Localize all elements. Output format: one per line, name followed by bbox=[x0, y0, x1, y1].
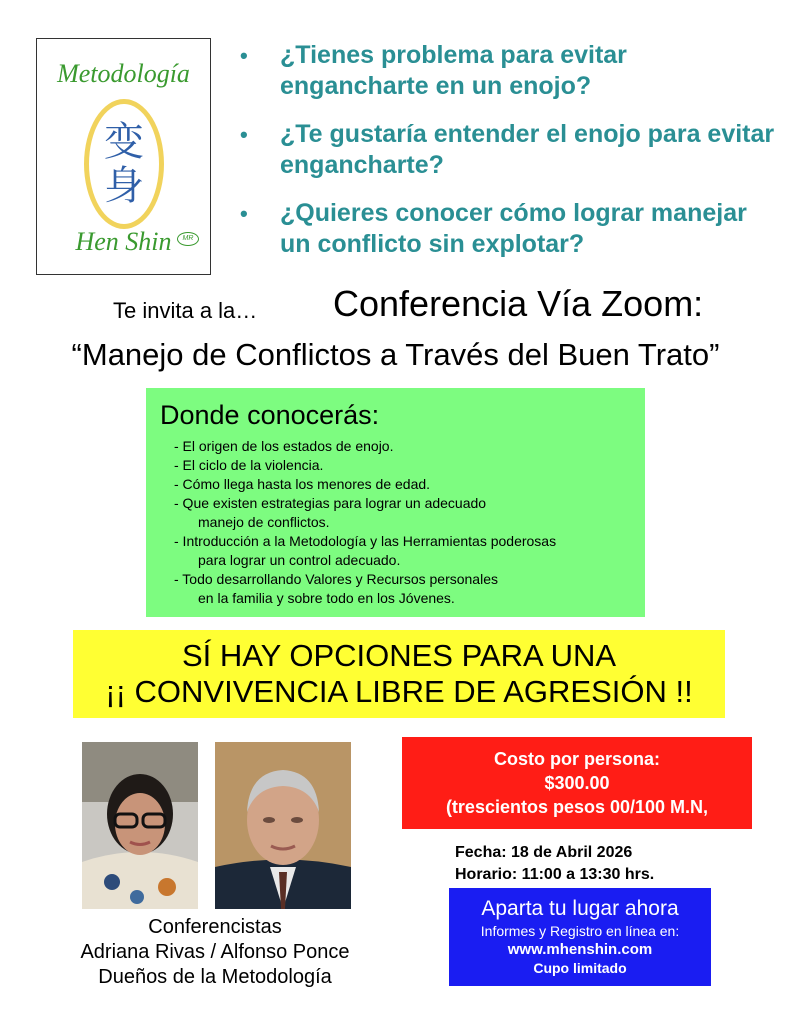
options-banner bbox=[73, 630, 725, 718]
cost-words: (trescientos pesos 00/100 M.N, bbox=[445, 797, 709, 817]
speaker-photo-adriana bbox=[82, 742, 198, 909]
learn-item-continuation: en la familia y sobre todo en los Jóvenes. bbox=[198, 590, 455, 606]
learn-item: - Introducción a la Metodología y las Herramientas poderosas bbox=[174, 533, 557, 549]
logo-top-text: Metodología bbox=[57, 59, 190, 88]
speakers-names: Adriana Rivas / Alfonso Ponce bbox=[80, 941, 350, 963]
limited-seats: Cupo limitado bbox=[533, 960, 627, 976]
learn-item: - Todo desarrollando Valores y Recursos personales bbox=[174, 571, 498, 587]
event-date: Fecha: 18 de Abril 2026 bbox=[455, 844, 633, 861]
learn-title: Donde conocerás: bbox=[160, 400, 380, 430]
bullet-icon: • bbox=[240, 201, 248, 226]
cost-label: Costo por persona: bbox=[493, 749, 660, 769]
register-heading: Aparta tu lugar ahora bbox=[481, 897, 679, 920]
speaker-photo-alfonso bbox=[215, 742, 351, 909]
logo-bottom-text: Hen Shin bbox=[75, 227, 172, 256]
question-item bbox=[238, 198, 778, 260]
learn-box bbox=[146, 388, 645, 617]
learn-item-continuation: manejo de conflictos. bbox=[198, 514, 330, 530]
logo-glyph-2: 身 bbox=[104, 163, 144, 209]
register-box bbox=[449, 888, 711, 986]
conference-subtitle: “Manejo de Conflictos a Través del Buen Trato” bbox=[71, 337, 720, 372]
speakers-role: Dueños de la Metodología bbox=[98, 966, 332, 988]
invite-text: Te invita a la… bbox=[113, 298, 258, 323]
question-text: ¿Tienes problema para evitar engancharte en un enojo? bbox=[280, 41, 627, 100]
register-url[interactable]: www.mhenshin.com bbox=[507, 941, 653, 958]
bullet-icon: • bbox=[240, 122, 248, 147]
learn-item: - El ciclo de la violencia. bbox=[174, 457, 324, 473]
learn-list bbox=[160, 437, 631, 608]
register-info: Informes y Registro en línea en: bbox=[480, 923, 680, 939]
learn-item: - El origen de los estados de enojo. bbox=[174, 438, 394, 454]
question-item bbox=[238, 40, 778, 102]
cost-amount: $300.00 bbox=[544, 773, 610, 793]
registered-mark: MR bbox=[177, 232, 199, 246]
learn-item: - Cómo llega hasta los menores de edad. bbox=[174, 476, 431, 492]
speakers-heading: Conferencistas bbox=[148, 916, 282, 938]
logo-oval bbox=[84, 99, 164, 229]
bullet-icon: • bbox=[240, 43, 248, 68]
banner-line-1: SÍ HAY OPCIONES PARA UNA bbox=[181, 638, 617, 673]
hen-shin-logo bbox=[36, 38, 211, 275]
question-item bbox=[238, 119, 778, 181]
event-time: Horario: 11:00 a 13:30 hrs. bbox=[455, 866, 655, 883]
question-text: ¿Quieres conocer cómo lograr manejar un conflicto sin explotar? bbox=[280, 199, 747, 258]
schedule bbox=[455, 842, 654, 886]
logo-glyph-1: 变 bbox=[104, 119, 144, 165]
speakers-caption bbox=[40, 915, 390, 990]
banner-line-2: ¡¡ CONVIVENCIA LIBRE DE AGRESIÓN !! bbox=[105, 674, 693, 709]
question-list bbox=[238, 40, 778, 277]
cost-box bbox=[402, 737, 752, 829]
conference-title: Conferencia Vía Zoom: bbox=[333, 283, 704, 324]
learn-item: - Que existen estrategias para lograr un adecuado bbox=[174, 495, 487, 511]
question-text: ¿Te gustaría entender el enojo para evitar engancharte? bbox=[280, 120, 775, 179]
learn-item-continuation: para lograr un control adecuado. bbox=[198, 552, 401, 568]
